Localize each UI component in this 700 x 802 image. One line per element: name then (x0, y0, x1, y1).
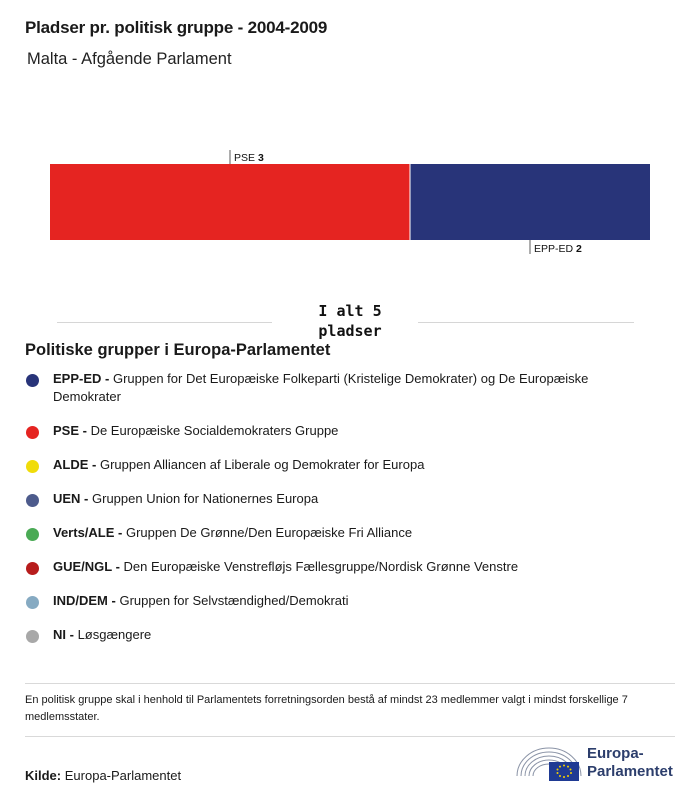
bar-data-label: EPP-ED 2 (534, 243, 582, 255)
legend-color-dot (26, 596, 39, 609)
legend-item (25, 626, 645, 644)
legend-title: Politiske grupper i Europa-Parlamentet (25, 341, 331, 359)
total-divider-left (57, 322, 272, 323)
legend-item (25, 592, 645, 610)
legend-description: Gruppen for Det Europæiske Folkeparti (Kristelige Demokrater) og De Europæiske Demokrater (53, 371, 589, 404)
legend-item (25, 524, 645, 542)
legend-abbr: UEN - (53, 491, 92, 506)
legend-description: Den Europæiske Venstrefløjs Fællesgruppe/Nordisk Grønne Venstre (123, 559, 519, 574)
legend-color-dot (26, 528, 39, 541)
legend-abbr: IND/DEM - (53, 593, 120, 608)
legend-color-dot (26, 630, 39, 643)
legend-color-dot (26, 562, 39, 575)
legend-description: Gruppen Alliancen af Liberale og Demokrater for Europa (99, 457, 425, 472)
source-label: Kilde: (25, 768, 62, 783)
bar-data-label: PSE 3 (234, 152, 264, 164)
bar-segment-pse (50, 164, 410, 240)
legend-color-dot (26, 426, 39, 439)
legend-description: Gruppen for Selvstændighed/Demokrati (119, 593, 349, 608)
legend-abbr: GUE/NGL - (53, 559, 124, 574)
legend-abbr: EPP-ED - (53, 371, 113, 386)
divider-bottom (25, 736, 675, 737)
divider-top (25, 683, 675, 684)
legend-color-dot (26, 460, 39, 473)
legend-item (25, 558, 645, 576)
legend-color-dot (26, 374, 39, 387)
total-divider-right (418, 322, 634, 323)
chart-subtitle: Malta - Afgående Parlament (27, 50, 232, 68)
legend-description: Gruppen Union for Nationernes Europa (92, 491, 319, 506)
legend-color-dot (26, 494, 39, 507)
legend-abbr: ALDE - (53, 457, 100, 472)
legend-item (25, 456, 645, 474)
legend-abbr: NI - (53, 627, 78, 642)
seat-bar-chart (0, 140, 700, 270)
logo-line-1: Europa- (587, 745, 644, 762)
chart-title: Pladser pr. politisk gruppe - 2004-2009 (25, 18, 328, 37)
legend (25, 370, 645, 660)
legend-item (25, 490, 645, 508)
europarl-logo (515, 742, 680, 788)
hemicycle-icon (515, 742, 585, 782)
logo-text (587, 745, 673, 781)
legend-abbr: PSE - (53, 423, 91, 438)
footnote: En politisk gruppe skal i henhold til Parlamentets forretningsorden bestå af mindst 23 medlemmer valgt i mindst forskellige 7 medlemsstater. (25, 694, 628, 723)
bar-segment-epp-ed (410, 164, 650, 240)
logo-line-2: Parlamentet (587, 763, 673, 780)
legend-description: De Europæiske Socialdemokraters Gruppe (90, 423, 339, 438)
legend-item (25, 370, 645, 406)
legend-description: Løsgængere (77, 627, 152, 642)
source (25, 768, 181, 783)
source-value: Europa-Parlamentet (64, 768, 182, 783)
legend-item (25, 422, 645, 440)
legend-abbr: Verts/ALE - (53, 525, 126, 540)
total-seats-label: I alt 5 pladser (318, 302, 382, 340)
legend-description: Gruppen De Grønne/Den Europæiske Fri Alliance (125, 525, 413, 540)
